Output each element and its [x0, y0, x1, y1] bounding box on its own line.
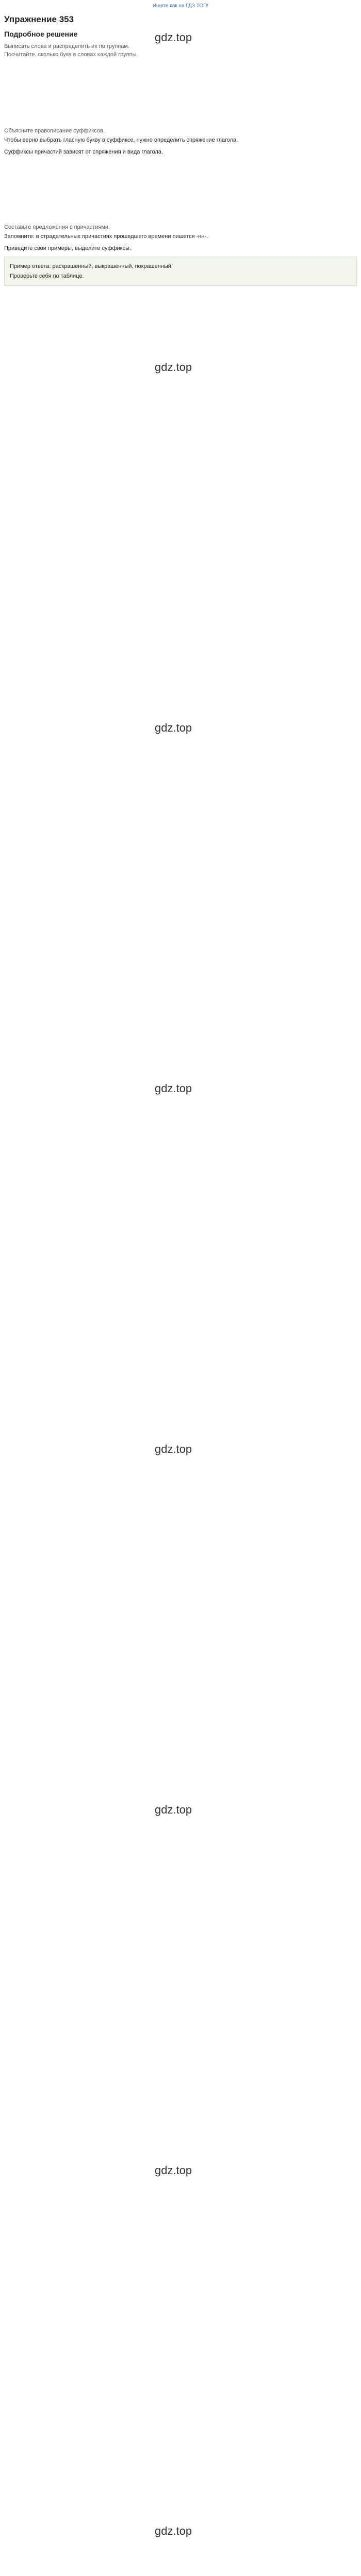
answer-2: Проверьте себя по таблице.	[10, 273, 84, 279]
watermark-8: gdz.top	[155, 2524, 192, 2537]
page-subtitle: Подробное решение	[4, 30, 78, 38]
watermark-5: gdz.top	[155, 1443, 192, 1455]
answer-1: Пример ответа: раскрашенный, выкрашенный, покрашенный.	[10, 263, 173, 269]
top-link[interactable]: Ищете как на ГДЗ ТОП!	[152, 3, 209, 9]
watermark-2: gdz.top	[155, 361, 192, 374]
hint-3: Составьте предложения с причастиями.	[4, 224, 110, 230]
watermark-3: gdz.top	[155, 721, 192, 734]
watermark-4: gdz.top	[155, 1082, 192, 1095]
content	[4, 14, 357, 558]
paragraph-3: Запомните: в страдательных причастиях прошедшего времени пишется -нн-.	[4, 233, 208, 240]
watermark-6: gdz.top	[155, 1803, 192, 1816]
paragraph-4: Приведите свои примеры, выделите суффиксы.	[4, 245, 132, 251]
watermark-7: gdz.top	[155, 2164, 192, 2177]
page-title: Упражнение 353	[4, 14, 74, 24]
answer-block	[4, 257, 357, 286]
hint-2: Объясните правописание суффиксов.	[4, 128, 105, 134]
paragraph-1: Чтобы верно выбрать гласную букву в суффиксе, нужно определить спряжение глагола.	[4, 137, 238, 143]
hint-1: Выписать слова и распределить их по группам.	[4, 43, 130, 49]
paragraph-2: Суффиксы причастий зависят от спряжения и вида глагола.	[4, 148, 163, 155]
note-1: Посчитайте, сколько букв в словах каждой группы.	[4, 52, 138, 58]
watermark-1: gdz.top	[155, 31, 192, 44]
